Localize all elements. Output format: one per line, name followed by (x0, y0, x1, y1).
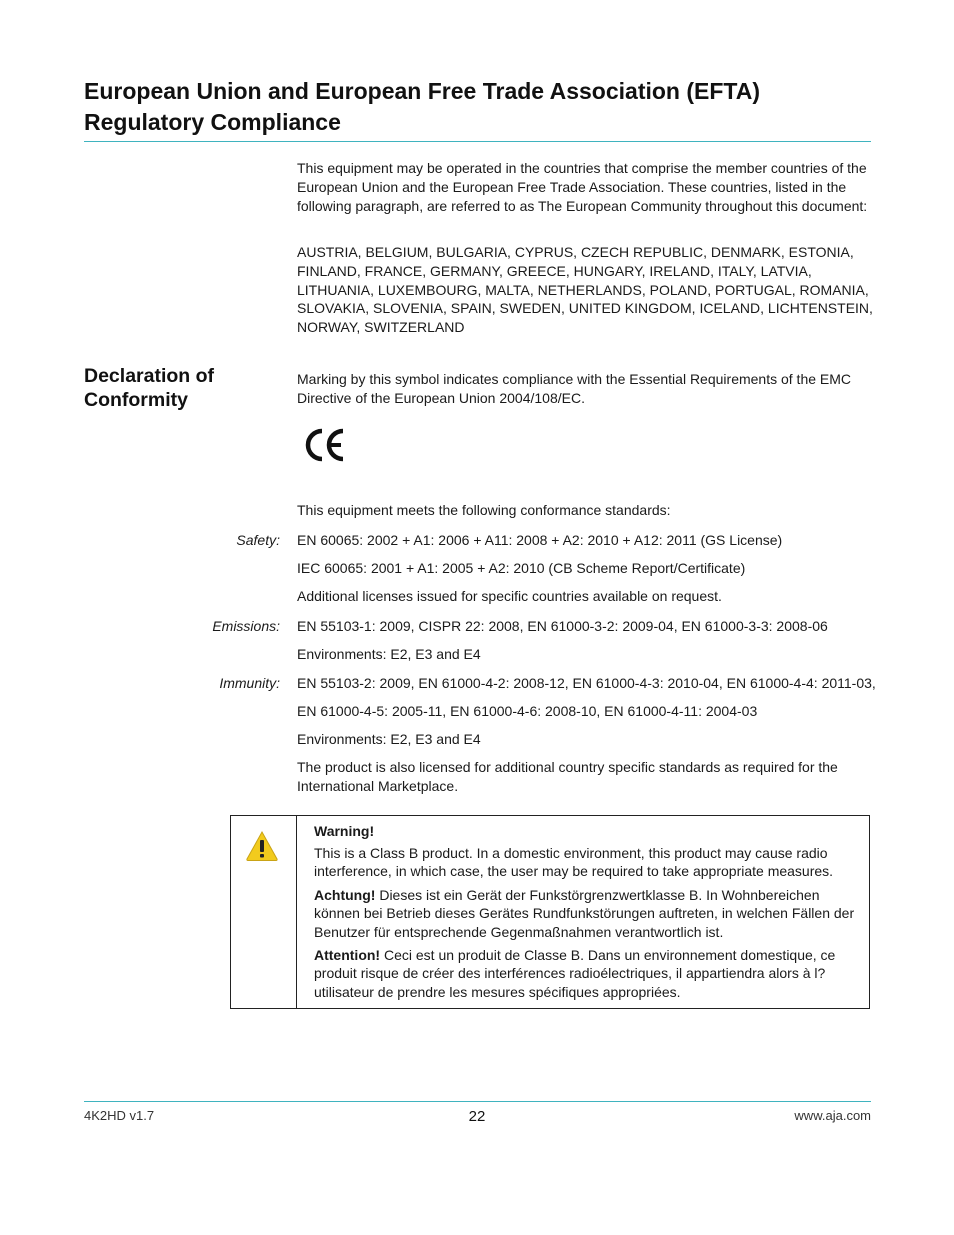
immunity-label: Immunity: (219, 675, 280, 691)
footer-website: www.aja.com (794, 1108, 871, 1123)
footer-divider (84, 1101, 871, 1102)
ce-marking-text: Marking by this symbol indicates compliance with the Essential Requirements of the EMC Directive of the European Union 2004/108/EC. (297, 371, 852, 406)
intro-paragraph: This equipment may be operated in the countries that comprise the member countries of the European Union and the European Free Trade Association. These countries, listed in the following paragraph, are referred to as The European Community throughout this document: (297, 160, 868, 214)
additional-licenses-text: The product is also licensed for additional country specific standards as required for the International Marketplace. (297, 759, 838, 794)
declaration-heading: Declaration of Conformity (84, 365, 215, 411)
standards-intro: This equipment meets the following conformance standards: (297, 502, 671, 518)
footer-product-version: 4K2HD v1.7 (84, 1108, 155, 1123)
footer-page-number: 22 (468, 1108, 486, 1125)
page-title-line-2: Regulatory Compliance (84, 109, 341, 135)
warning-box (230, 815, 870, 1009)
immunity-standard-1: EN 55103-2: 2009, EN 61000-4-2: 2008-12, EN 61000-4-3: 2010-04, EN 61000-4-4: 2011-03, (297, 675, 876, 691)
warning-triangle-icon (245, 830, 279, 862)
warning-german (314, 886, 859, 941)
emissions-label: Emissions: (212, 618, 280, 634)
country-list: AUSTRIA, BELGIUM, BULGARIA, CYPRUS, CZECH REPUBLIC, DENMARK, ESTONIA, FINLAND, FRANCE, GERMANY, GREECE, HUNGARY, IRELAND, ITALY, LATVIA, LITHUANIA, LUXEMBOURG, MALTA, NETHERLANDS, POLAND, PORTUGAL, ROMANIA, SLOVAKIA, SLOVENIA, SPAIN, SWEDEN, UNITED KINGDOM, ICELAND, LICHTENSTEIN, NORWAY, SWITZERLAND (297, 244, 873, 336)
safety-standard-2: IEC 60065: 2001 + A1: 2005 + A2: 2010 (CB Scheme Report/Certificate) (297, 560, 746, 576)
immunity-standard-2: EN 61000-4-5: 2005-11, EN 61000-4-6: 2008-10, EN 61000-4-11: 2004-03 (297, 703, 758, 719)
immunity-standard-3: Environments: E2, E3 and E4 (297, 731, 481, 747)
title-divider (84, 141, 871, 142)
ce-mark-icon (303, 426, 347, 464)
page-title-line-1: European Union and European Free Trade Association (EFTA) (84, 78, 761, 104)
safety-label: Safety: (236, 532, 280, 548)
warning-english: This is a Class B product. In a domestic environment, this product may cause radio interference, in which case, the user may be required to take appropriate measures. (314, 845, 834, 880)
warning-title: Warning! (314, 823, 375, 839)
warning-german-label: Achtung! (314, 887, 376, 903)
warning-german-text: Dieses ist ein Gerät der Funkstörgrenzwertklasse B. In Wohnbereichen können bei Betrieb dieses Gerätes Rundfunkstörungen auftreten, in welchen Fällen der Benutzer für entsprechende Gegenmaßnahmen verantwortlich ist. (314, 887, 855, 940)
warning-heading (314, 822, 859, 840)
emissions-standard-2: Environments: E2, E3 and E4 (297, 646, 481, 662)
safety-standard-1: EN 60065: 2002 + A1: 2006 + A11: 2008 + A2: 2010 + A12: 2011 (GS License) (297, 532, 783, 548)
warning-divider (296, 816, 297, 1008)
warning-french (314, 946, 859, 1001)
safety-standard-3: Additional licenses issued for specific countries available on request. (297, 588, 722, 604)
warning-french-text: Ceci est un produit de Classe B. Dans un environnement domestique, ce produit risque de créer des interférences radioélectriques, il appartiendra alors à l?utilisateur de prendre les mesures spécifiques appropriées. (314, 947, 836, 1000)
page-title (84, 76, 874, 138)
emissions-standard-1: EN 55103-1: 2009, CISPR 22: 2008, EN 61000-3-2: 2009-04, EN 61000-3-3: 2008-06 (297, 618, 828, 634)
warning-french-label: Attention! (314, 947, 381, 963)
